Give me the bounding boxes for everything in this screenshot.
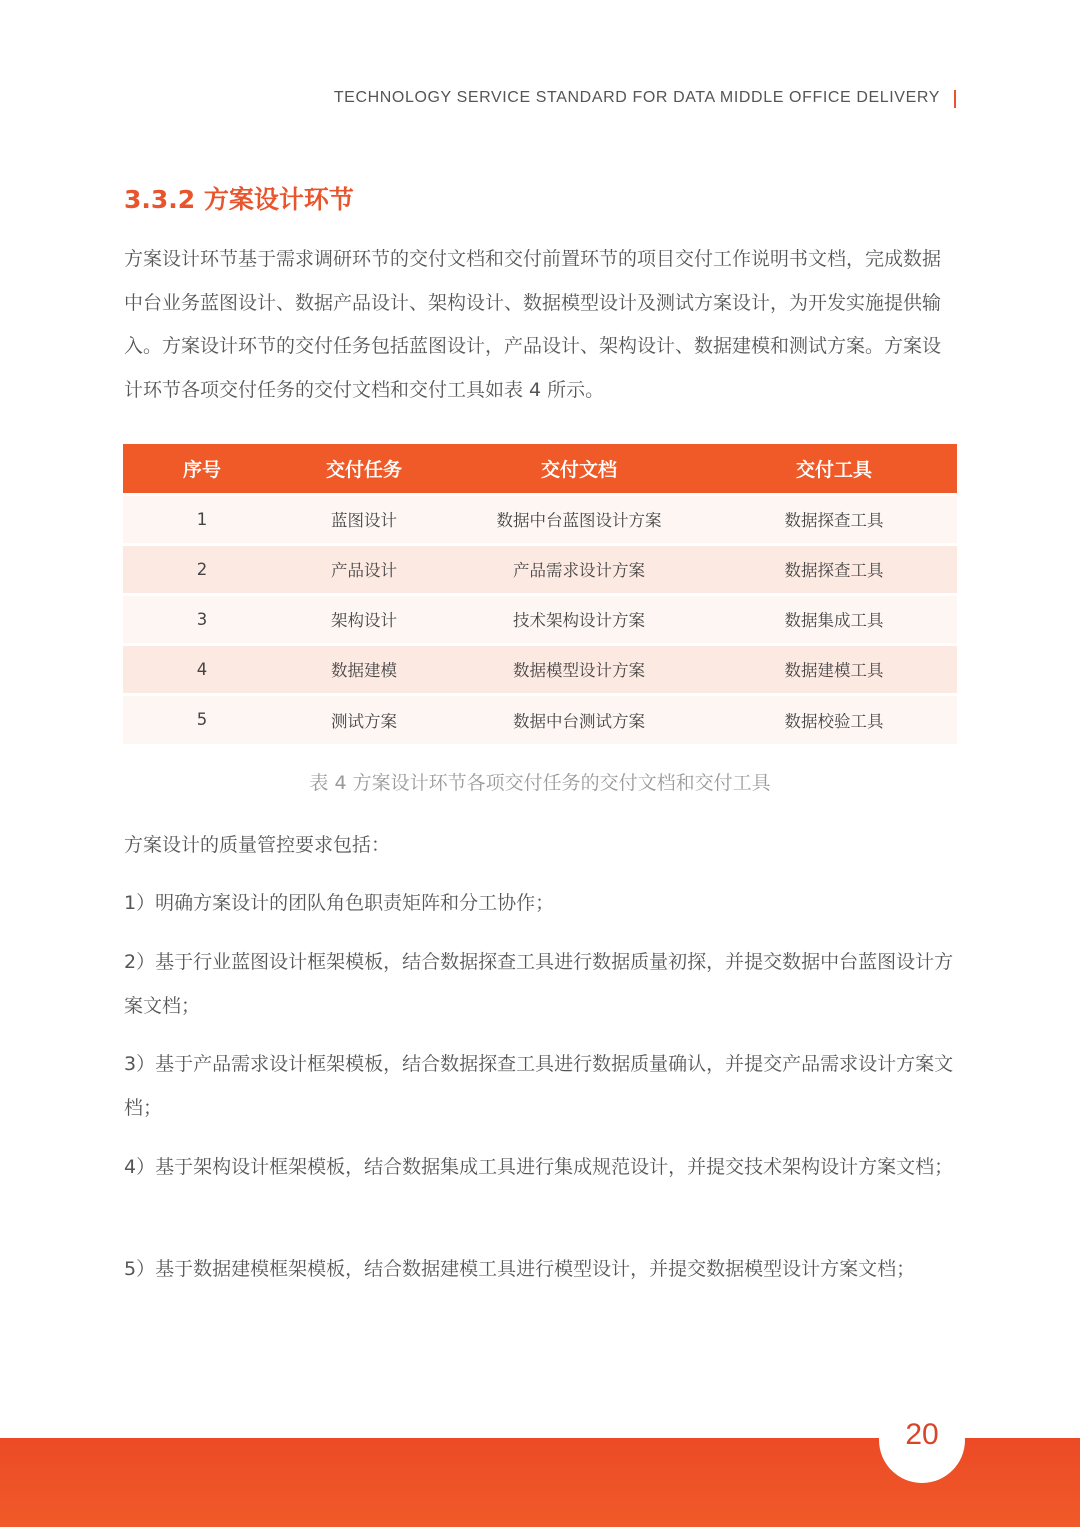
col-header: 交付任务 [281,444,447,494]
table-cell: 技术架构设计方案 [447,594,711,644]
page-number: 20 [905,1418,939,1451]
table-row [123,544,957,594]
table-cell: 数据建模工具 [711,644,957,694]
list-item: 2）基于行业蓝图设计框架模板，结合数据探查工具进行数据质量初探，并提交数据中台蓝图设计方案文档； [124,951,954,1017]
section-title: 3.3.2 方案设计环节 [124,185,354,214]
list-item: 5）基于数据建模框架模板，结合数据建模工具进行模型设计，并提交数据模型设计方案文档； [124,1258,916,1280]
table-cell: 数据探查工具 [711,494,957,544]
intro-paragraph: 方案设计环节基于需求调研环节的交付文档和交付前置环节的项目交付工作说明书文档，完成数据中台业务蓝图设计、数据产品设计、架构设计、数据模型设计及测试方案设计，为开发实施提供输入。方案设计环节的交付任务包括蓝图设计，产品设计、架构设计、数据建模和测试方案。方案设计环节各项交付任务的交付文档和交付工具如表 4 所示。 [124,248,942,401]
list-item: 1）明确方案设计的团队角色职责矩阵和分工协作； [124,892,555,914]
table-row [123,594,957,644]
table-caption: 表 4 方案设计环节各项交付任务的交付文档和交付工具 [309,772,771,794]
table-cell: 架构设计 [281,594,447,644]
table-cell: 数据校验工具 [711,694,957,744]
table-row [123,644,957,694]
col-header: 序号 [123,444,281,494]
table-cell: 数据探查工具 [711,544,957,594]
table-cell: 3 [123,594,281,644]
running-header: TECHNOLOGY SERVICE STANDARD FOR DATA MIDDLE OFFICE DELIVERY [333,89,940,106]
table-cell: 数据中台蓝图设计方案 [447,494,711,544]
table-cell: 测试方案 [281,694,447,744]
table-cell: 数据集成工具 [711,594,957,644]
table-cell: 4 [123,644,281,694]
table-cell: 数据建模 [281,644,447,694]
table-cell: 5 [123,694,281,744]
table-cell: 2 [123,544,281,594]
header-divider [954,90,956,108]
col-header: 交付工具 [711,444,957,494]
table-cell: 蓝图设计 [281,494,447,544]
table-header-row [123,444,957,494]
table-row [123,494,957,544]
table-cell: 1 [123,494,281,544]
table-cell: 产品设计 [281,544,447,594]
table-cell: 数据模型设计方案 [447,644,711,694]
col-header: 交付文档 [447,444,711,494]
qc-intro: 方案设计的质量管控要求包括： [124,834,391,856]
list-item: 3）基于产品需求设计框架模板，结合数据探查工具进行数据质量确认，并提交产品需求设计方案文档； [124,1053,954,1119]
table-row [123,694,957,744]
list-item: 4）基于架构设计框架模板，结合数据集成工具进行集成规范设计，并提交技术架构设计方案文档； [124,1156,954,1178]
table-cell: 产品需求设计方案 [447,544,711,594]
delivery-table [123,444,957,744]
table-cell: 数据中台测试方案 [447,694,711,744]
